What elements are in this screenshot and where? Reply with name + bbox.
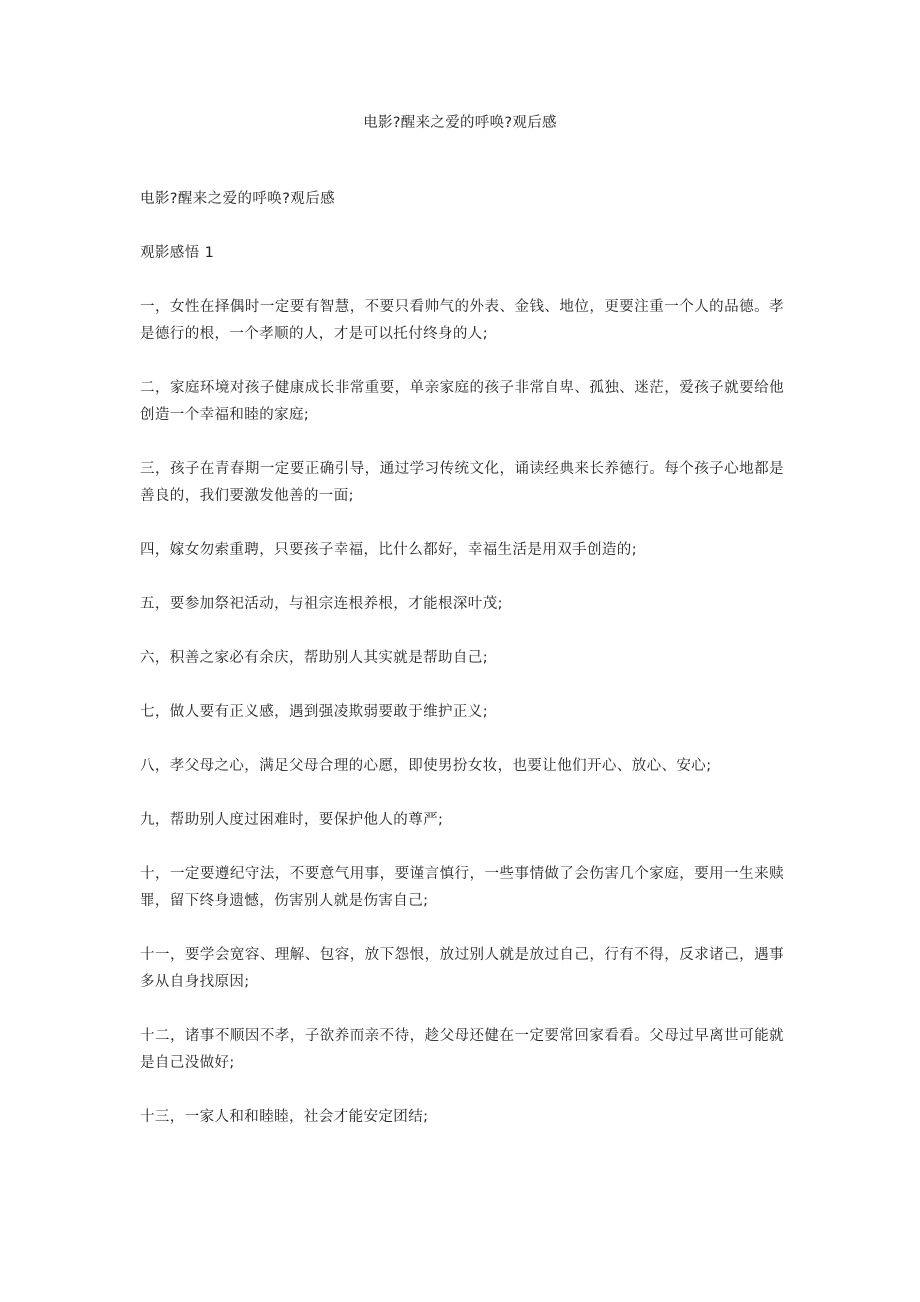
paragraph-5: 五，要参加祭祀活动，与祖宗连根养根，才能根深叶茂; bbox=[140, 596, 503, 612]
document-title: 电影?醒来之爱的呼唤?观后感 bbox=[363, 115, 557, 131]
paragraph-12: 十二，诸事不顺因不孝，子欲养而亲不待，趁父母还健在一定要常回家看看。父母过早离世可能就是自己没做好; bbox=[140, 1028, 784, 1071]
section-heading: 观影感悟 1 bbox=[140, 245, 215, 261]
paragraph-1: 一，女性在择偶时一定要有智慧，不要只看帅气的外表、金钱、地位，更要注重一个人的品德。孝是德行的根，一个孝顺的人，才是可以托付终身的人; bbox=[140, 299, 784, 342]
paragraph-2: 二，家庭环境对孩子健康成长非常重要，单亲家庭的孩子非常自卑、孤独、迷茫，爱孩子就要给他创造一个幸福和睦的家庭; bbox=[140, 380, 784, 423]
paragraph-9: 九，帮助别人度过困难时，要保护他人的尊严; bbox=[140, 812, 444, 828]
paragraph-4: 四，嫁女勿索重聘，只要孩子幸福，比什么都好，幸福生活是用双手创造的; bbox=[140, 542, 637, 558]
paragraph-13: 十三，一家人和和睦睦，社会才能安定团结; bbox=[140, 1109, 429, 1125]
document-subtitle: 电影?醒来之爱的呼唤?观后感 bbox=[140, 191, 335, 207]
paragraph-3: 三，孩子在青春期一定要正确引导，通过学习传统文化，诵读经典来长养德行。每个孩子心地都是善良的，我们要激发他善的一面; bbox=[140, 461, 784, 504]
document-body bbox=[140, 186, 784, 1158]
paragraph-10: 十，一定要遵纪守法，不要意气用事，要谨言慎行，一些事情做了会伤害几个家庭，要用一生来赎罪，留下终身遗憾，伤害别人就是伤害自己; bbox=[140, 866, 784, 909]
paragraph-7: 七，做人要有正义感，遇到强凌欺弱要敢于维护正义; bbox=[140, 704, 488, 720]
paragraph-8: 八，孝父母之心，满足父母合理的心愿，即使男扮女妆，也要让他们开心、放心、安心; bbox=[140, 758, 712, 774]
paragraph-6: 六，积善之家必有余庆，帮助别人其实就是帮助自己; bbox=[140, 650, 488, 666]
paragraph-11: 十一，要学会宽容、理解、包容，放下怨恨，放过别人就是放过自己，行有不得，反求诸己，遇事多从自身找原因; bbox=[140, 947, 784, 990]
